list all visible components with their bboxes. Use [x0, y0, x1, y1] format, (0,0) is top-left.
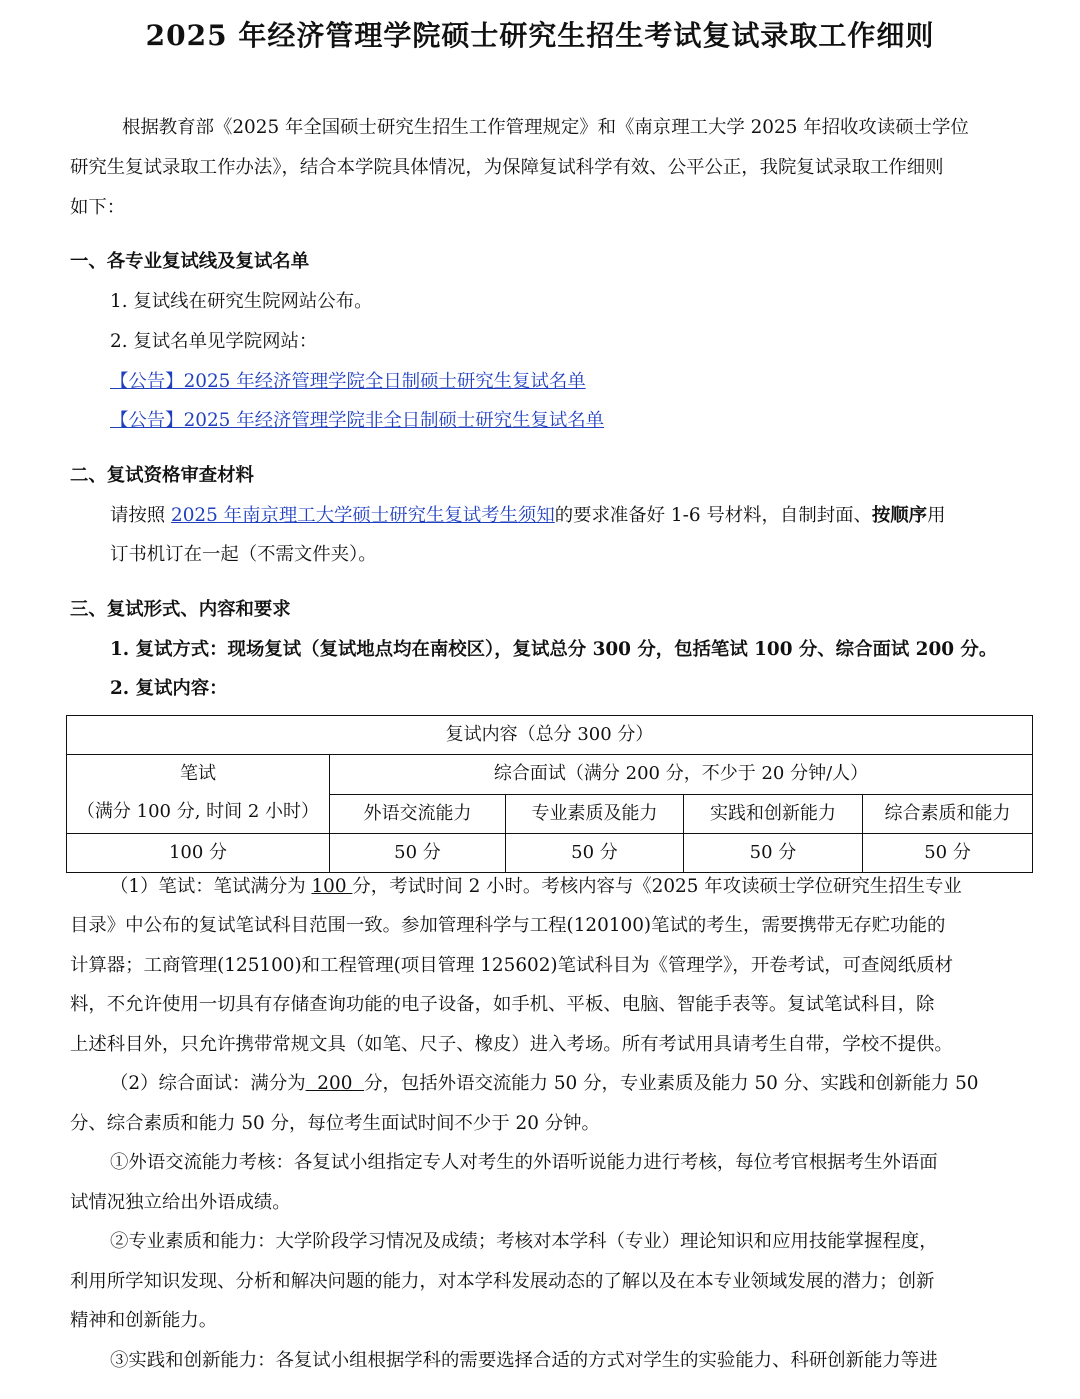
written-para-line-5: 上述科目外，只允许携带常规文具（如笔、尺子、橡皮）进入考场。所有考试用具请考生自带，学校不提供。 — [70, 1034, 953, 1055]
sub-header-language: 外语交流能力 — [330, 794, 506, 834]
written-test-label: 笔试 — [180, 763, 216, 784]
page-title: 2025 年经济管理学院硕士研究生招生考试复试录取工作细则 — [145, 19, 935, 52]
section-2-line-2: 订书机订在一起（不需文件夹）。 — [110, 544, 377, 565]
fulltime-list-link[interactable]: 【公告】2025 年经济管理学院全日制硕士研究生复试名单 — [110, 371, 586, 392]
section-1-heading: 一、各专业复试线及复试名单 — [70, 251, 310, 272]
exam-notice-link[interactable]: 2025 年南京理工大学硕士研究生复试考生须知 — [171, 505, 555, 526]
interview-score-underlined: 200 — [305, 1073, 365, 1094]
professional-para-line-2: 利用所学知识发现、分析和解决问题的能力，对本学科发展动态的了解以及在本专业领域发展的潜力；创新 — [70, 1271, 935, 1292]
score-overall: 50 分 — [863, 834, 1033, 873]
written-para-line-2: 目录》中公布的复试笔试科目范围一致。参加管理科学与工程(120100)笔试的考生，需要携带无存贮功能的 — [70, 915, 946, 936]
written-para-line-4: 料，不允许使用一切具有存储查询功能的电子设备，如手机、平板、电脑、智能手表等。复试笔试科目，除 — [70, 994, 935, 1015]
written-para-start: （1）笔试：笔试满分为 — [110, 876, 312, 897]
written-para-rest: 分，考试时间 2 小时。考核内容与《2025 年攻读硕士学位研究生招生专业 — [352, 876, 962, 897]
section-2-post: 的要求准备好 1-6 号材料，自制封面、 — [554, 505, 872, 526]
score-table — [66, 715, 1033, 873]
section-1-item-1: 1. 复试线在研究生院网站公布。 — [110, 291, 373, 312]
sub-header-overall: 综合素质和能力 — [863, 794, 1033, 834]
practice-para-line-1: ③实践和创新能力：各复试小组根据学科的需要选择合适的方式对学生的实验能力、科研创新能力等进 — [110, 1350, 938, 1371]
section-3-heading: 三、复试形式、内容和要求 — [70, 599, 291, 620]
written-para-line-3: 计算器；工商管理(125100)和工程管理(项目管理 125602)笔试科目为《管理学》，开卷考试，可查阅纸质材 — [70, 955, 953, 976]
score-written: 100 分 — [67, 834, 330, 873]
section-2-heading: 二、复试资格审查材料 — [70, 465, 254, 486]
intro-line-1: 根据教育部《2025 年全国硕士研究生招生工作管理规定》和《南京理工大学 2025 年招收攻读硕士学位 — [122, 117, 969, 138]
written-para-line-1 — [110, 875, 962, 899]
interview-para-start: （2）综合面试：满分为 — [110, 1073, 306, 1094]
language-para-line-1: ①外语交流能力考核：各复试小组指定专人对考生的外语听说能力进行考核，每位考官根据考生外语面 — [110, 1152, 938, 1173]
section-2-end: 用 — [927, 505, 946, 526]
professional-para-line-1: ②专业素质和能力：大学阶段学习情况及成绩；考核对本学科（专业）理论知识和应用技能掌握程度， — [110, 1231, 938, 1252]
score-professional: 50 分 — [506, 834, 684, 873]
intro-line-2: 研究生复试录取工作办法》，结合本学院具体情况，为保障复试科学有效、公平公正，我院复试录取工作细则 — [70, 157, 944, 178]
interview-para-rest: 分，包括外语交流能力 50 分，专业素质及能力 50 分、实践和创新能力 50 — [364, 1073, 979, 1094]
interview-para-line-1 — [110, 1072, 978, 1096]
language-para-line-2: 试情况独立给出外语成绩。 — [70, 1192, 291, 1213]
score-practice: 50 分 — [684, 834, 863, 873]
sub-header-practice: 实践和创新能力 — [684, 794, 863, 834]
written-test-cell — [67, 755, 330, 834]
section-3-item-2: 2. 复试内容： — [110, 678, 228, 699]
written-test-detail: （满分 100 分, 时间 2 小时） — [76, 801, 320, 822]
section-2-bold: 按顺序 — [871, 505, 928, 526]
professional-para-line-3: 精神和创新能力。 — [70, 1310, 218, 1331]
section-3-item-1: 1. 复试方式：现场复试（复试地点均在南校区），复试总分 300 分，包括笔试 100 分、综合面试 200 分。 — [110, 639, 998, 660]
section-2-pre: 请按照 — [110, 505, 172, 526]
parttime-list-link[interactable]: 【公告】2025 年经济管理学院非全日制硕士研究生复试名单 — [110, 410, 605, 431]
written-score-underlined: 100 — [311, 876, 353, 897]
interview-para-line-2: 分、综合素质和能力 50 分，每位考生面试时间不少于 20 分钟。 — [70, 1113, 600, 1134]
score-language: 50 分 — [330, 834, 506, 873]
table-header: 复试内容（总分 300 分） — [67, 716, 1033, 755]
intro-line-3: 如下： — [70, 197, 126, 218]
interview-header: 综合面试（满分 200 分，不少于 20 分钟/人） — [330, 755, 1033, 795]
sub-header-professional: 专业素质及能力 — [506, 794, 684, 834]
section-2-line-1 — [110, 504, 945, 528]
section-1-item-2: 2. 复试名单见学院网站： — [110, 331, 318, 352]
